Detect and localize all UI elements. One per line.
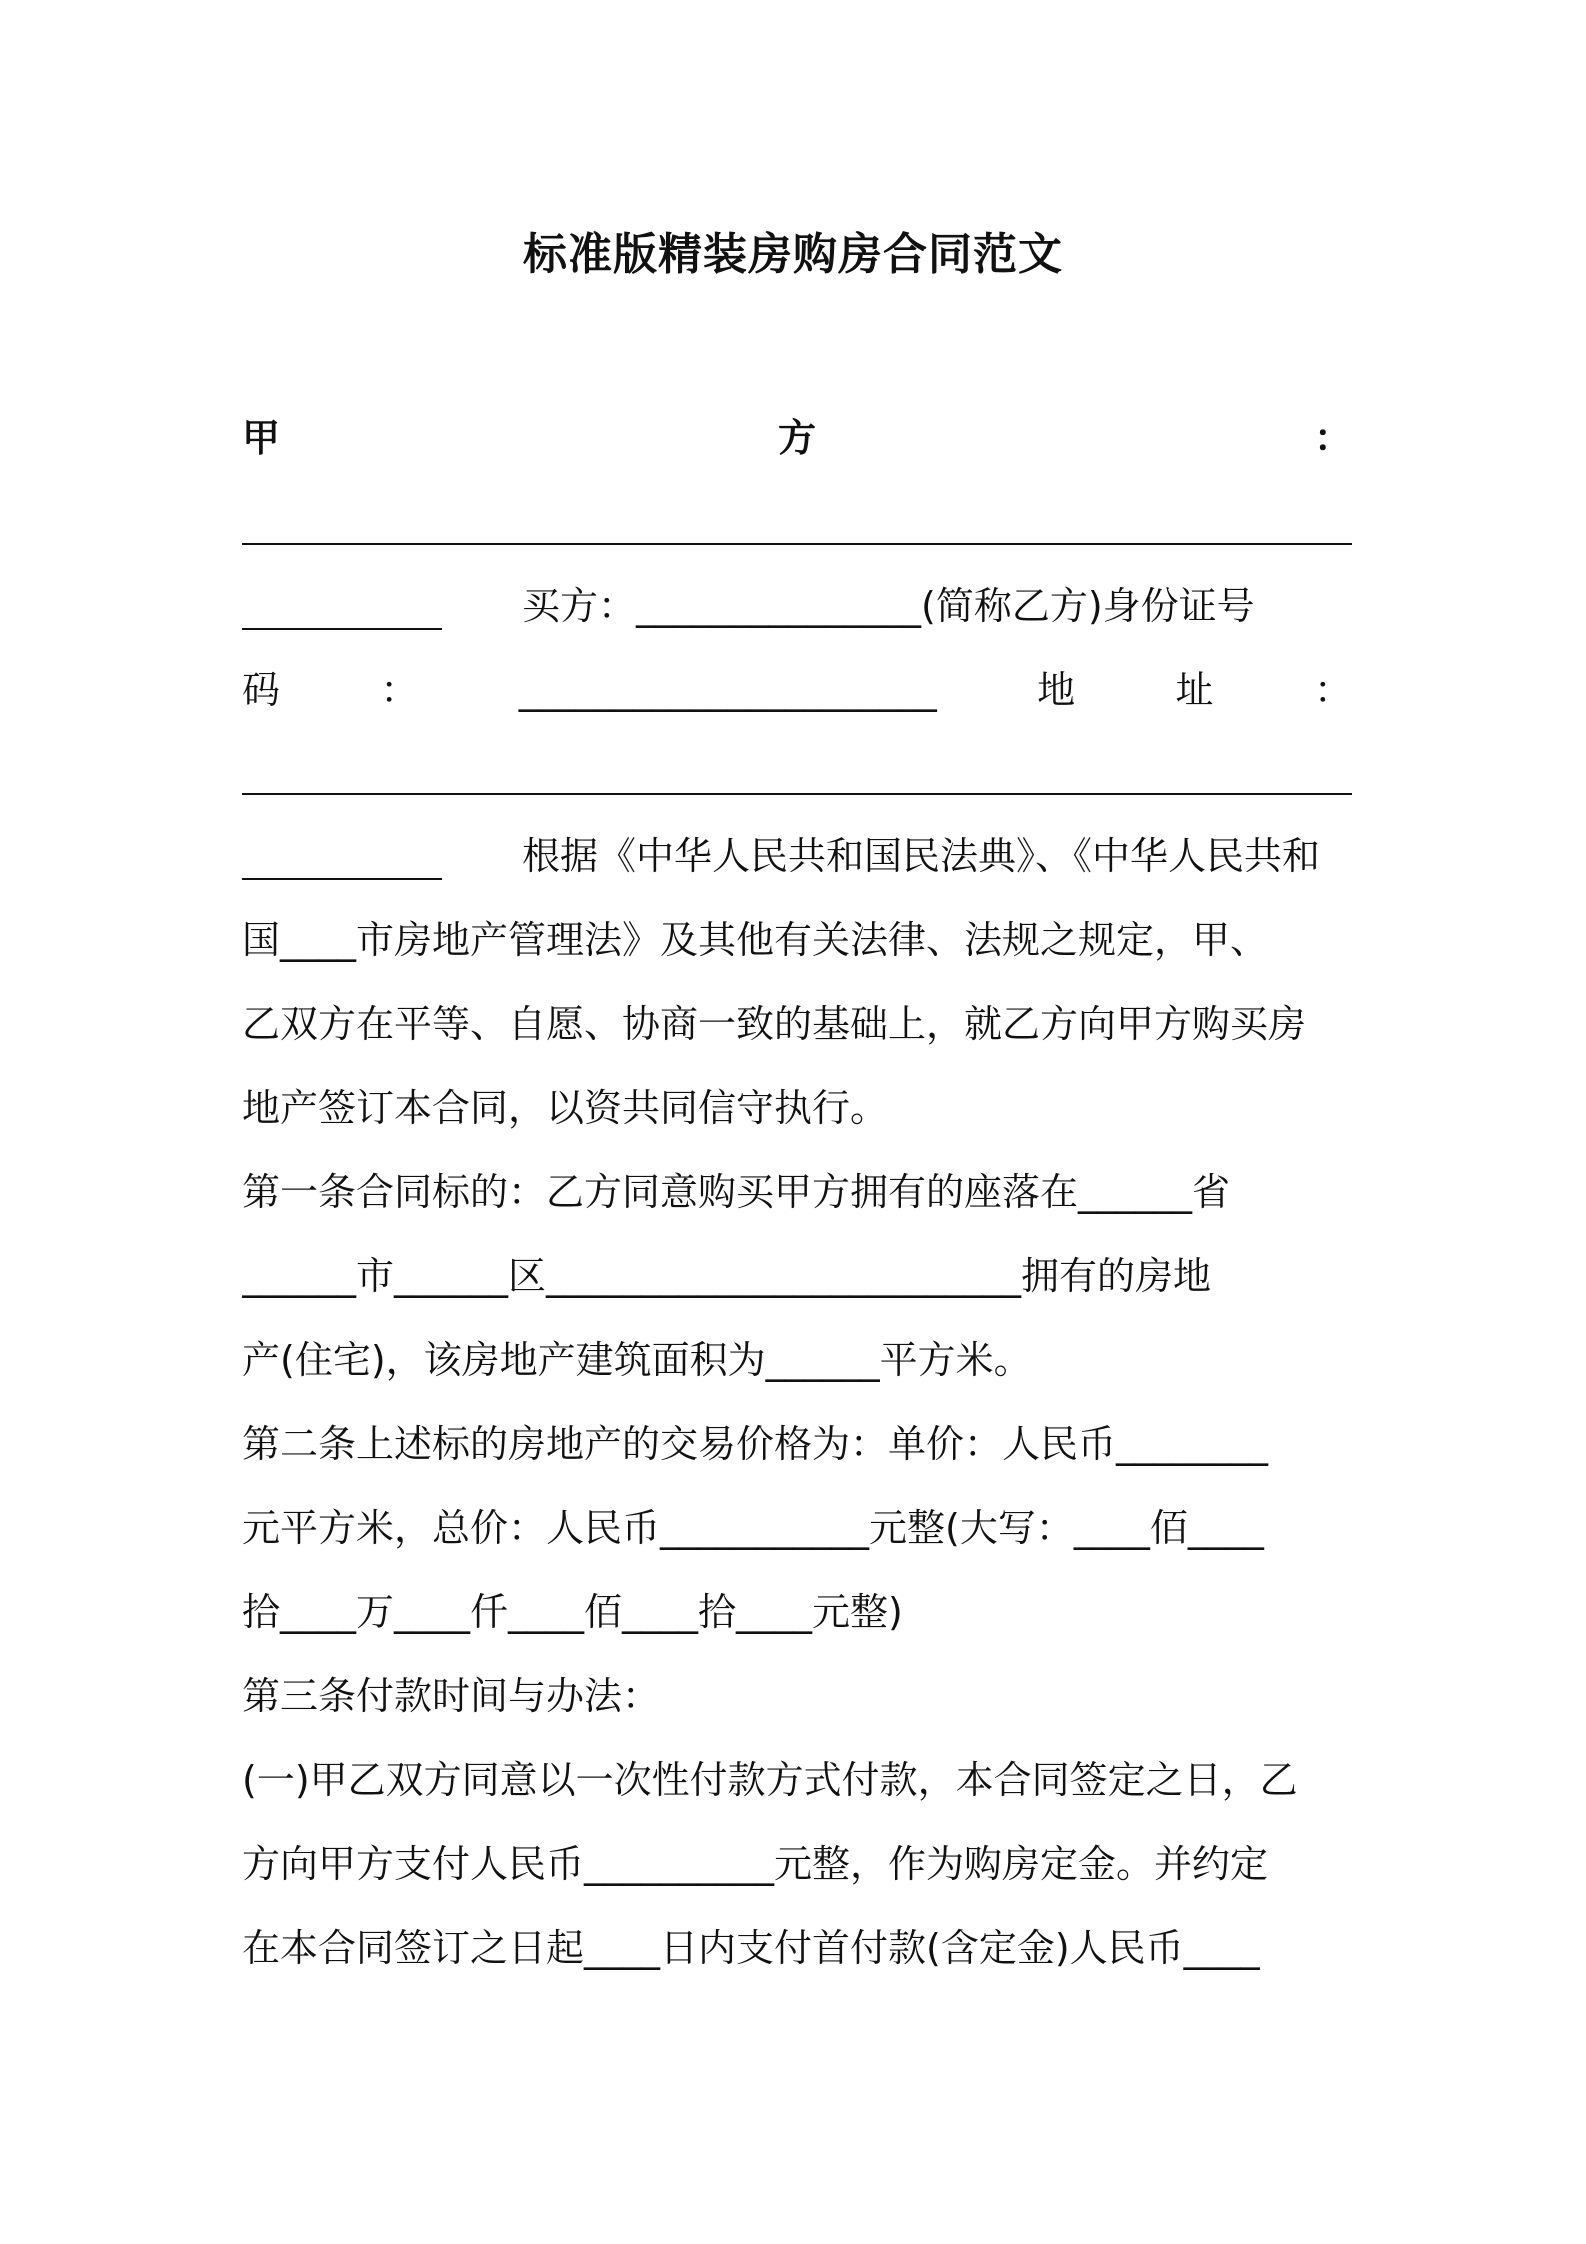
party-a-blank <box>242 543 1352 545</box>
buyer-text: 买方：_______________(简称乙方)身份证号 <box>522 584 1255 628</box>
intro-line-1 <box>242 826 1352 886</box>
id-colon: ： <box>380 668 419 712</box>
article-3-heading: 第三条付款时间与办法： <box>242 1674 661 1718</box>
buyer-line <box>242 576 1352 636</box>
intro-line-3: 乙双方在平等、自愿、协商一致的基础上，就乙方向甲方购买房 <box>242 1002 1307 1046</box>
article-1-line-3: 产(住宅)，该房地产建筑面积为______平方米。 <box>242 1338 1032 1382</box>
article-3-line-2: 方向甲方支付人民币__________元整，作为购房定金。并约定 <box>242 1842 1269 1886</box>
party-a-colon: ： <box>1313 416 1352 460</box>
id-blank: ______________________ <box>518 668 937 712</box>
article-2-line-1: 第二条上述标的房地产的交易价格为：单价：人民币________ <box>242 1422 1269 1466</box>
party-a-blank-tail <box>242 588 442 630</box>
party-a-line <box>242 408 1352 468</box>
id-address-line <box>242 660 1352 720</box>
article-1-line-2: ______市______区_________________________拥有的房地 <box>242 1254 1212 1298</box>
document-title: 标准版精装房购房合同范文 <box>523 229 1063 280</box>
article-2-line-3: 拾____万____仟____佰____拾____元整) <box>242 1590 903 1634</box>
article-1-line-1: 第一条合同标的：乙方同意购买甲方拥有的座落在______省 <box>242 1170 1231 1214</box>
article-2-line-2: 元平方米，总价：人民币___________元整(大写：____佰____ <box>242 1506 1264 1550</box>
intro-line-2: 国____市房地产管理法》及其他有关法律、法规之规定，甲、 <box>242 918 1269 962</box>
party-a-char-2: 方 <box>777 416 816 460</box>
address-colon: ： <box>1313 668 1352 712</box>
intro-text-1: 根据《中华人民共和国民法典》、《中华人民共和 <box>522 834 1321 878</box>
address-blank-tail <box>242 838 442 880</box>
party-a-char-1: 甲 <box>242 416 281 460</box>
address-char-1: 地 <box>1037 668 1076 712</box>
article-3-line-3: 在本合同签订之日起____日内支付首付款(含定金)人民币____ <box>242 1926 1260 1970</box>
address-char-2: 址 <box>1175 668 1214 712</box>
id-char: 码 <box>242 668 281 712</box>
address-blank <box>242 793 1352 795</box>
intro-line-4: 地产签订本合同，以资共同信守执行。 <box>242 1086 889 1130</box>
article-3-line-1: (一)甲乙双方同意以一次性付款方式付款，本合同签定之日，乙 <box>242 1758 1298 1802</box>
